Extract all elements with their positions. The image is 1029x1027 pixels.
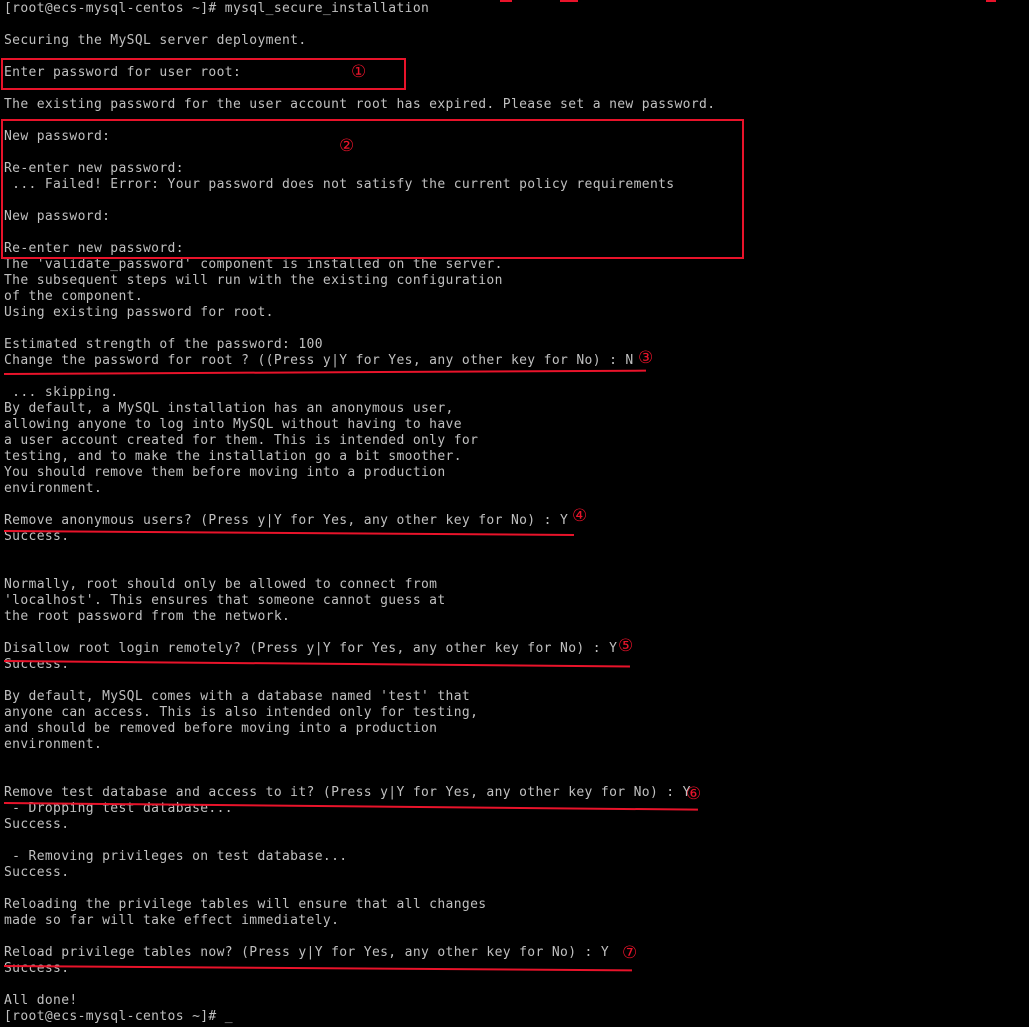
terminal-line: environment. — [4, 481, 103, 496]
terminal-line: ... Failed! Error: Your password does not satisfy the current policy requirements — [4, 177, 675, 192]
terminal-line: Success. — [4, 865, 70, 880]
annotation-marker-5: ⑤ — [618, 636, 634, 656]
annotation-box-1 — [1, 58, 406, 90]
terminal-line: made so far will take effect immediately. — [4, 913, 340, 928]
terminal-line: New password: — [4, 129, 111, 144]
terminal-line: Reload privilege tables now? (Press y|Y for Yes, any other key for No) : Y — [4, 945, 610, 960]
terminal-line: Success. — [4, 529, 70, 544]
terminal-line: You should remove them before moving into a production — [4, 465, 446, 480]
annotation-marker-1: ① — [351, 62, 367, 82]
terminal-line: Estimated strength of the password: 100 — [4, 337, 323, 352]
terminal-line: Re-enter new password: — [4, 241, 184, 256]
terminal-line: Remove test database and access to it? (Press y|Y for Yes, any other key for No) : Y — [4, 785, 691, 800]
terminal-line: environment. — [4, 737, 103, 752]
terminal-line: Enter password for user root: — [4, 65, 242, 80]
terminal-line: 'localhost'. This ensures that someone cannot guess at — [4, 593, 446, 608]
terminal-line: testing, and to make the installation go a bit smoother. — [4, 449, 462, 464]
terminal-line: Using existing password for root. — [4, 305, 274, 320]
terminal-line: The subsequent steps will run with the existing configuration — [4, 273, 503, 288]
terminal-line: [root@ecs-mysql-centos ~]# mysql_secure_installation — [4, 1, 430, 16]
terminal-line: New password: — [4, 209, 111, 224]
annotation-marker-3: ③ — [638, 348, 654, 368]
annotation-marker-2: ② — [339, 136, 355, 156]
terminal-line: ... skipping. — [4, 385, 119, 400]
terminal-line: By default, a MySQL installation has an anonymous user, — [4, 401, 454, 416]
terminal-line: Disallow root login remotely? (Press y|Y for Yes, any other key for No) : Y — [4, 641, 618, 656]
terminal-line: Reloading the privilege tables will ensure that all changes — [4, 897, 487, 912]
annotation-underline-5 — [4, 660, 630, 667]
terminal-line: Success. — [4, 961, 70, 976]
annotation-marker-6: ⑥ — [686, 784, 702, 804]
terminal-line: [root@ecs-mysql-centos ~]# _ — [4, 1009, 233, 1024]
terminal-line: Change the password for root ? ((Press y|Y for Yes, any other key for No) : N — [4, 353, 634, 368]
terminal-line: the root password from the network. — [4, 609, 291, 624]
terminal-line: Success. — [4, 657, 70, 672]
terminal-line: of the component. — [4, 289, 144, 304]
annotation-fragment — [500, 0, 512, 2]
annotation-underline-4 — [4, 530, 574, 536]
annotation-marker-7: ⑦ — [622, 943, 638, 963]
terminal-line: anyone can access. This is also intended only for testing, — [4, 705, 479, 720]
terminal-line: Remove anonymous users? (Press y|Y for Yes, any other key for No) : Y — [4, 513, 569, 528]
annotation-box-2 — [1, 119, 744, 259]
terminal-line: The 'validate_password' component is installed on the server. — [4, 257, 503, 272]
terminal-line: The existing password for the user account root has expired. Please set a new password. — [4, 97, 716, 112]
terminal-line: and should be removed before moving into a production — [4, 721, 438, 736]
terminal-line: All done! — [4, 993, 78, 1008]
annotation-fragment — [986, 0, 996, 2]
terminal-line: By default, MySQL comes with a database named 'test' that — [4, 689, 471, 704]
terminal-line: Normally, root should only be allowed to connect from — [4, 577, 438, 592]
terminal-line: allowing anyone to log into MySQL without having to have — [4, 417, 462, 432]
annotation-marker-4: ④ — [572, 506, 588, 526]
annotation-fragment — [560, 0, 578, 2]
terminal-line: - Removing privileges on test database... — [4, 849, 348, 864]
terminal-line: Success. — [4, 817, 70, 832]
annotation-underline-7 — [4, 965, 632, 971]
terminal-line: a user account created for them. This is intended only for — [4, 433, 479, 448]
terminal-line: Securing the MySQL server deployment. — [4, 33, 307, 48]
terminal-line: Re-enter new password: — [4, 161, 184, 176]
terminal-line: - Dropping test database... — [4, 801, 233, 816]
annotation-underline-3 — [4, 370, 646, 375]
